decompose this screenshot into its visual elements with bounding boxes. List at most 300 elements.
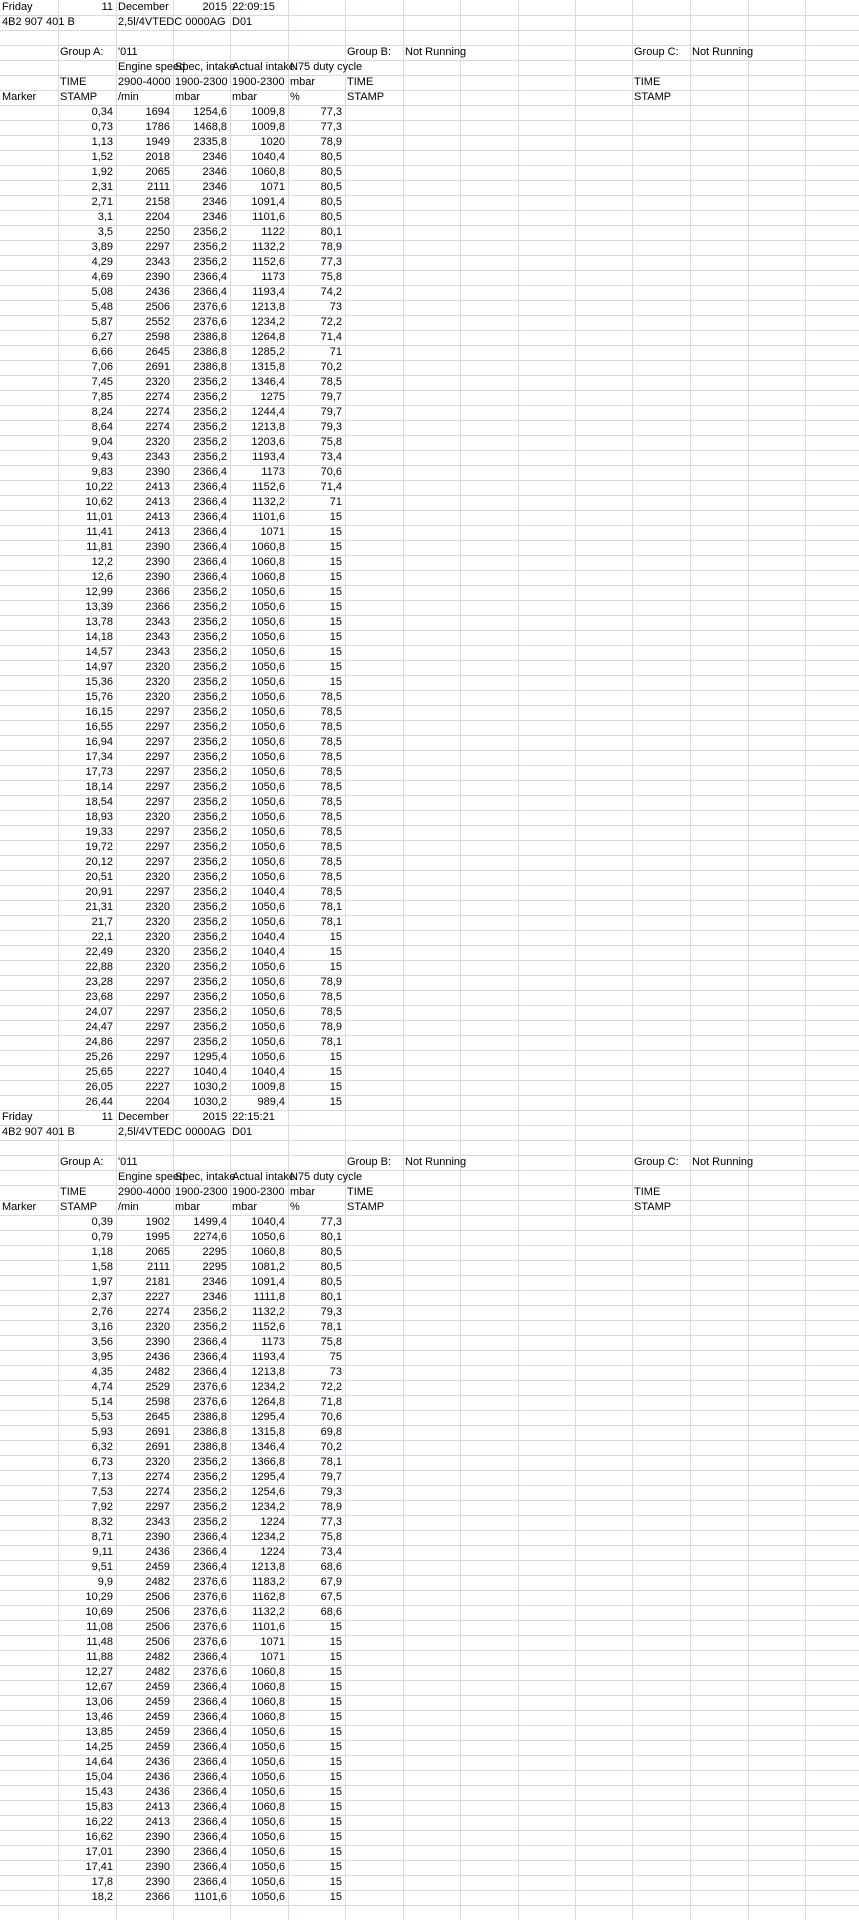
data-cell[interactable]: 78,1 <box>320 916 342 928</box>
data-cell[interactable]: 78,5 <box>320 721 342 733</box>
data-cell[interactable]: 78,5 <box>320 826 342 838</box>
part-number-cell[interactable]: 4B2 907 401 B <box>2 16 75 28</box>
timestamp-cell[interactable]: 8,32 <box>91 1516 113 1528</box>
data-cell[interactable]: 2320 <box>145 916 170 928</box>
group-c-time-header[interactable]: TIME <box>634 76 661 88</box>
timestamp-cell[interactable]: 13,06 <box>85 1696 113 1708</box>
data-cell[interactable]: 2297 <box>145 1021 170 1033</box>
timestamp-cell[interactable]: 4,74 <box>91 1381 113 1393</box>
timestamp-cell[interactable]: 6,73 <box>91 1456 113 1468</box>
timestamp-cell[interactable]: 26,05 <box>85 1081 113 1093</box>
group-c-time-header[interactable]: TIME <box>634 1186 661 1198</box>
data-cell[interactable]: 2459 <box>145 1681 170 1693</box>
data-cell[interactable]: 1050,6 <box>251 976 285 988</box>
data-cell[interactable]: 71,8 <box>320 1396 342 1408</box>
part-code-cell[interactable]: D01 <box>232 1126 253 1138</box>
column-range-header[interactable]: 2900-4000 <box>118 1186 171 1198</box>
data-cell[interactable]: 2356,2 <box>193 931 227 943</box>
timestamp-cell[interactable]: 21,7 <box>91 916 113 928</box>
timestamp-cell[interactable]: 5,87 <box>91 316 113 328</box>
timestamp-cell[interactable]: 4,69 <box>91 271 113 283</box>
date-time-cell[interactable]: 22:15:21 <box>232 1111 275 1123</box>
timestamp-cell[interactable]: 11,01 <box>86 511 113 523</box>
data-cell[interactable]: 80,5 <box>320 166 342 178</box>
data-cell[interactable]: 2320 <box>145 1321 170 1333</box>
data-cell[interactable]: 2346 <box>202 166 227 178</box>
group-c-value[interactable]: Not Running <box>692 1156 754 1168</box>
data-cell[interactable]: 2274 <box>145 391 170 403</box>
data-cell[interactable]: 2356,2 <box>193 421 227 433</box>
data-cell[interactable]: 2386,8 <box>193 1411 227 1423</box>
data-cell[interactable]: 2297 <box>145 1036 170 1048</box>
data-cell[interactable]: 2320 <box>145 661 170 673</box>
data-cell[interactable]: 1009,8 <box>251 106 285 118</box>
data-cell[interactable]: 1040,4 <box>251 886 285 898</box>
data-cell[interactable]: 2366,4 <box>193 1786 227 1798</box>
data-cell[interactable]: 78,9 <box>320 1501 342 1513</box>
data-cell[interactable]: 15 <box>329 541 342 553</box>
data-cell[interactable]: 1050,6 <box>251 1741 285 1753</box>
data-cell[interactable]: 71,4 <box>320 331 342 343</box>
data-cell[interactable]: 1193,4 <box>252 286 285 298</box>
part-number-cell[interactable]: 4B2 907 401 B <box>2 1126 75 1138</box>
data-cell[interactable]: 2065 <box>145 166 170 178</box>
data-cell[interactable]: 2376,6 <box>193 316 227 328</box>
date-daynum-cell[interactable]: 11 <box>101 1111 113 1123</box>
timestamp-cell[interactable]: 7,45 <box>91 376 113 388</box>
timestamp-cell[interactable]: 7,13 <box>91 1471 113 1483</box>
data-cell[interactable]: 80,5 <box>320 1261 342 1273</box>
timestamp-cell[interactable]: 10,62 <box>85 496 113 508</box>
data-cell[interactable]: 1060,8 <box>251 1711 285 1723</box>
data-cell[interactable]: 1050,6 <box>251 736 285 748</box>
data-cell[interactable]: 2482 <box>145 1666 170 1678</box>
data-cell[interactable]: 1050,6 <box>251 1831 285 1843</box>
data-cell[interactable]: 2386,8 <box>193 346 227 358</box>
data-cell[interactable]: 80,1 <box>320 226 342 238</box>
group-a-label[interactable]: Group A: <box>60 46 104 58</box>
timestamp-cell[interactable]: 14,64 <box>85 1756 113 1768</box>
timestamp-cell[interactable]: 16,22 <box>85 1816 113 1828</box>
data-cell[interactable]: 15 <box>329 1741 342 1753</box>
data-cell[interactable]: 1101,6 <box>194 1891 227 1903</box>
data-cell[interactable]: 78,5 <box>320 1006 342 1018</box>
data-cell[interactable]: 2356,2 <box>193 1501 227 1513</box>
data-cell[interactable]: 2529 <box>145 1381 170 1393</box>
time-header[interactable]: TIME <box>60 76 87 88</box>
data-cell[interactable]: 2356,2 <box>193 856 227 868</box>
data-cell[interactable]: 1050,6 <box>251 631 285 643</box>
data-cell[interactable]: 78,5 <box>320 751 342 763</box>
data-cell[interactable]: 1050,6 <box>251 1021 285 1033</box>
data-cell[interactable]: 15 <box>329 511 342 523</box>
data-cell[interactable]: 2356,2 <box>193 1006 227 1018</box>
data-cell[interactable]: 2506 <box>145 1591 170 1603</box>
data-cell[interactable]: 15 <box>329 1816 342 1828</box>
column-unit-header[interactable]: mbar <box>175 91 201 103</box>
data-cell[interactable]: 2386,8 <box>193 1441 227 1453</box>
data-cell[interactable]: 2645 <box>145 346 170 358</box>
timestamp-cell[interactable]: 9,04 <box>91 436 113 448</box>
data-cell[interactable]: 2390 <box>145 1531 170 1543</box>
data-cell[interactable]: 2390 <box>145 541 170 553</box>
data-cell[interactable]: 2376,6 <box>193 1591 227 1603</box>
column-unit-header[interactable]: mbar <box>232 91 258 103</box>
data-cell[interactable]: 1050,6 <box>251 826 285 838</box>
group-a-value[interactable]: '011 <box>118 46 138 58</box>
timestamp-cell[interactable]: 0,34 <box>91 106 113 118</box>
data-cell[interactable]: 15 <box>329 1831 342 1843</box>
data-cell[interactable]: 2459 <box>145 1711 170 1723</box>
data-cell[interactable]: 1050,6 <box>251 1006 285 1018</box>
data-cell[interactable]: 2413 <box>145 1801 170 1813</box>
data-cell[interactable]: 15 <box>329 1846 342 1858</box>
data-cell[interactable]: 2366,4 <box>193 556 227 568</box>
data-cell[interactable]: 80,1 <box>320 1231 342 1243</box>
data-cell[interactable]: 2506 <box>145 1621 170 1633</box>
column-unit-header[interactable]: % <box>290 1201 300 1213</box>
data-cell[interactable]: 77,3 <box>320 121 342 133</box>
data-cell[interactable]: 1050,6 <box>251 1756 285 1768</box>
data-cell[interactable]: 2346 <box>202 151 227 163</box>
data-cell[interactable]: 989,4 <box>257 1096 285 1108</box>
data-cell[interactable]: 2346 <box>202 211 227 223</box>
data-cell[interactable]: 1050,6 <box>251 1891 285 1903</box>
timestamp-cell[interactable]: 24,47 <box>85 1021 113 1033</box>
marker-header[interactable]: Marker <box>2 91 37 103</box>
data-cell[interactable]: 2343 <box>145 451 170 463</box>
data-cell[interactable]: 1786 <box>145 121 170 133</box>
timestamp-cell[interactable]: 1,92 <box>91 166 113 178</box>
data-cell[interactable]: 1264,8 <box>251 331 285 343</box>
data-cell[interactable]: 2297 <box>145 796 170 808</box>
data-cell[interactable]: 15 <box>329 661 342 673</box>
data-cell[interactable]: 1040,4 <box>251 946 285 958</box>
data-cell[interactable]: 78,5 <box>320 781 342 793</box>
data-cell[interactable]: 70,2 <box>320 1441 342 1453</box>
data-cell[interactable]: 2386,8 <box>193 1426 227 1438</box>
data-cell[interactable]: 2598 <box>145 1396 170 1408</box>
group-b-time-header[interactable]: TIME <box>347 1186 374 1198</box>
timestamp-cell[interactable]: 16,94 <box>85 736 113 748</box>
date-year-cell[interactable]: 2015 <box>202 1 227 13</box>
data-cell[interactable]: 2297 <box>145 1501 170 1513</box>
data-cell[interactable]: 15 <box>329 631 342 643</box>
data-cell[interactable]: 73 <box>329 301 342 313</box>
data-cell[interactable]: 75,8 <box>320 1336 342 1348</box>
data-cell[interactable]: 68,6 <box>320 1561 342 1573</box>
data-cell[interactable]: 2366,4 <box>193 286 227 298</box>
data-cell[interactable]: 73,4 <box>320 1546 342 1558</box>
data-cell[interactable]: 2356,2 <box>193 811 227 823</box>
data-cell[interactable]: 2343 <box>145 256 170 268</box>
group-c-label[interactable]: Group C: <box>634 46 679 58</box>
data-cell[interactable]: 2436 <box>145 1351 170 1363</box>
data-cell[interactable]: 1060,8 <box>251 1801 285 1813</box>
data-cell[interactable]: 67,5 <box>320 1591 342 1603</box>
data-cell[interactable]: 78,5 <box>320 856 342 868</box>
data-cell[interactable]: 15 <box>329 931 342 943</box>
timestamp-cell[interactable]: 17,8 <box>91 1876 113 1888</box>
data-cell[interactable]: 1111,8 <box>253 1291 285 1303</box>
data-cell[interactable]: 2346 <box>202 1276 227 1288</box>
data-cell[interactable]: 2356,2 <box>193 661 227 673</box>
data-cell[interactable]: 2356,2 <box>193 961 227 973</box>
data-cell[interactable]: 1050,6 <box>251 1816 285 1828</box>
data-cell[interactable]: 2436 <box>145 1771 170 1783</box>
data-cell[interactable]: 2366,4 <box>193 1546 227 1558</box>
data-cell[interactable]: 1050,6 <box>251 1876 285 1888</box>
data-cell[interactable]: 2356,2 <box>193 1021 227 1033</box>
data-cell[interactable]: 2295 <box>202 1246 227 1258</box>
data-cell[interactable]: 75,8 <box>320 1531 342 1543</box>
data-cell[interactable]: 15 <box>329 1786 342 1798</box>
part-desc-cell[interactable]: 2,5l/4VTEDC 0000AG <box>118 1126 226 1138</box>
data-cell[interactable]: 1122 <box>261 226 285 238</box>
data-cell[interactable]: 1071 <box>260 181 285 193</box>
data-cell[interactable]: 1295,4 <box>193 1051 227 1063</box>
data-cell[interactable]: 2366,4 <box>193 481 227 493</box>
data-cell[interactable]: 78,5 <box>320 691 342 703</box>
data-cell[interactable]: 1315,8 <box>251 361 285 373</box>
data-cell[interactable]: 1254,6 <box>193 106 227 118</box>
data-cell[interactable]: 2376,6 <box>193 1606 227 1618</box>
data-cell[interactable]: 1040,4 <box>251 1066 285 1078</box>
data-cell[interactable]: 1060,8 <box>251 571 285 583</box>
data-cell[interactable]: 2356,2 <box>193 751 227 763</box>
data-cell[interactable]: 79,7 <box>320 391 342 403</box>
data-cell[interactable]: 2343 <box>145 646 170 658</box>
data-cell[interactable]: 1132,2 <box>252 496 285 508</box>
data-cell[interactable]: 2366,4 <box>193 1681 227 1693</box>
timestamp-cell[interactable]: 3,1 <box>97 211 113 223</box>
data-cell[interactable]: 77,3 <box>320 1216 342 1228</box>
data-cell[interactable]: 1050,6 <box>251 1726 285 1738</box>
data-cell[interactable]: 2376,6 <box>193 1621 227 1633</box>
data-cell[interactable]: 1295,4 <box>251 1471 285 1483</box>
data-cell[interactable]: 80,5 <box>320 151 342 163</box>
data-cell[interactable]: 1020 <box>260 136 285 148</box>
data-cell[interactable]: 2506 <box>145 1606 170 1618</box>
data-cell[interactable]: 1132,2 <box>252 1306 285 1318</box>
data-cell[interactable]: 2356,2 <box>193 916 227 928</box>
data-cell[interactable]: 80,5 <box>320 196 342 208</box>
data-cell[interactable]: 1071 <box>260 1636 285 1648</box>
data-cell[interactable]: 78,5 <box>320 766 342 778</box>
data-cell[interactable]: 2366,4 <box>193 1351 227 1363</box>
timestamp-cell[interactable]: 24,86 <box>85 1036 113 1048</box>
data-cell[interactable]: 2181 <box>145 1276 170 1288</box>
data-cell[interactable]: 2376,6 <box>193 301 227 313</box>
data-cell[interactable]: 2111 <box>147 1261 170 1273</box>
stamp-header[interactable]: STAMP <box>60 91 98 103</box>
data-cell[interactable]: 1050,6 <box>251 661 285 673</box>
part-desc-cell[interactable]: 2,5l/4VTEDC 0000AG <box>118 16 226 28</box>
data-cell[interactable]: 1203,6 <box>251 436 285 448</box>
data-cell[interactable]: 1050,6 <box>251 751 285 763</box>
data-cell[interactable]: 1050,6 <box>251 781 285 793</box>
data-cell[interactable]: 2346 <box>202 181 227 193</box>
data-cell[interactable]: 2297 <box>145 1051 170 1063</box>
data-cell[interactable]: 1060,8 <box>251 1666 285 1678</box>
group-c-stamp-header[interactable]: STAMP <box>634 91 672 103</box>
data-cell[interactable]: 2297 <box>145 721 170 733</box>
timestamp-cell[interactable]: 0,73 <box>91 121 113 133</box>
data-cell[interactable]: 1152,6 <box>252 256 285 268</box>
data-cell[interactable]: 2366,4 <box>193 571 227 583</box>
data-cell[interactable]: 1050,6 <box>251 601 285 613</box>
date-time-cell[interactable]: 22:09:15 <box>232 1 275 13</box>
data-cell[interactable]: 2366,4 <box>193 1801 227 1813</box>
data-cell[interactable]: 1050,6 <box>251 691 285 703</box>
date-day-cell[interactable]: Friday <box>2 1111 33 1123</box>
data-cell[interactable]: 1091,4 <box>251 1276 285 1288</box>
data-cell[interactable]: 2366 <box>145 586 170 598</box>
timestamp-cell[interactable]: 23,28 <box>85 976 113 988</box>
data-cell[interactable]: 1193,4 <box>252 1351 285 1363</box>
data-cell[interactable]: 67,9 <box>320 1576 342 1588</box>
data-cell[interactable]: 1060,8 <box>251 541 285 553</box>
timestamp-cell[interactable]: 1,13 <box>91 136 113 148</box>
timestamp-cell[interactable]: 6,27 <box>91 331 113 343</box>
data-cell[interactable]: 2366,4 <box>193 1876 227 1888</box>
data-cell[interactable]: 79,3 <box>320 1486 342 1498</box>
data-cell[interactable]: 2274 <box>145 1306 170 1318</box>
data-cell[interactable]: 79,7 <box>320 406 342 418</box>
data-cell[interactable]: 15 <box>329 1051 342 1063</box>
data-cell[interactable]: 2320 <box>145 436 170 448</box>
timestamp-cell[interactable]: 10,69 <box>85 1606 113 1618</box>
data-cell[interactable]: 1050,6 <box>251 586 285 598</box>
data-cell[interactable]: 2436 <box>145 286 170 298</box>
timestamp-cell[interactable]: 17,34 <box>85 751 113 763</box>
timestamp-cell[interactable]: 12,67 <box>85 1681 113 1693</box>
data-cell[interactable]: 2346 <box>202 1291 227 1303</box>
timestamp-cell[interactable]: 6,66 <box>91 346 113 358</box>
data-cell[interactable]: 1213,8 <box>251 301 285 313</box>
data-cell[interactable]: 2366,4 <box>193 511 227 523</box>
timestamp-cell[interactable]: 2,31 <box>91 181 113 193</box>
timestamp-cell[interactable]: 5,53 <box>91 1411 113 1423</box>
data-cell[interactable]: 2356,2 <box>193 1321 227 1333</box>
data-cell[interactable]: 2356,2 <box>193 886 227 898</box>
data-cell[interactable]: 2356,2 <box>193 691 227 703</box>
data-cell[interactable]: 80,5 <box>320 1276 342 1288</box>
data-cell[interactable]: 73,4 <box>320 451 342 463</box>
data-cell[interactable]: 2297 <box>145 976 170 988</box>
data-cell[interactable]: 2356,2 <box>193 826 227 838</box>
data-cell[interactable]: 1081,2 <box>251 1261 285 1273</box>
timestamp-cell[interactable]: 13,78 <box>85 616 113 628</box>
data-cell[interactable]: 78,5 <box>320 706 342 718</box>
data-cell[interactable]: 15 <box>329 1756 342 1768</box>
data-cell[interactable]: 2376,6 <box>193 1576 227 1588</box>
data-cell[interactable]: 2506 <box>145 301 170 313</box>
data-cell[interactable]: 1254,6 <box>251 1486 285 1498</box>
data-cell[interactable]: 2366,4 <box>193 1816 227 1828</box>
data-cell[interactable]: 2390 <box>145 1861 170 1873</box>
data-cell[interactable]: 1050,6 <box>251 721 285 733</box>
data-cell[interactable]: 1050,6 <box>251 646 285 658</box>
data-cell[interactable]: 2320 <box>145 961 170 973</box>
column-unit-header[interactable]: % <box>290 91 300 103</box>
data-cell[interactable]: 80,5 <box>320 1246 342 1258</box>
data-cell[interactable]: 1050,6 <box>251 811 285 823</box>
data-cell[interactable]: 1050,6 <box>251 676 285 688</box>
column-field-header[interactable]: N75 duty cycle <box>290 61 363 73</box>
data-cell[interactable]: 2459 <box>145 1726 170 1738</box>
data-cell[interactable]: 78,5 <box>320 841 342 853</box>
data-cell[interactable]: 2356,2 <box>193 391 227 403</box>
data-cell[interactable]: 78,1 <box>320 1321 342 1333</box>
timestamp-cell[interactable]: 12,2 <box>91 556 113 568</box>
data-cell[interactable]: 78,5 <box>320 736 342 748</box>
data-cell[interactable]: 1183,2 <box>252 1576 285 1588</box>
data-cell[interactable]: 15 <box>329 556 342 568</box>
timestamp-cell[interactable]: 8,24 <box>91 406 113 418</box>
data-cell[interactable]: 2356,2 <box>193 616 227 628</box>
timestamp-cell[interactable]: 12,27 <box>85 1666 113 1678</box>
data-cell[interactable]: 1009,8 <box>251 1081 285 1093</box>
data-cell[interactable]: 78,5 <box>320 886 342 898</box>
data-cell[interactable]: 2297 <box>145 751 170 763</box>
data-cell[interactable]: 1244,4 <box>251 406 285 418</box>
timestamp-cell[interactable]: 20,51 <box>85 871 113 883</box>
data-cell[interactable]: 78,1 <box>320 1456 342 1468</box>
data-cell[interactable]: 71 <box>329 346 342 358</box>
timestamp-cell[interactable]: 0,79 <box>91 1231 113 1243</box>
data-cell[interactable]: 1234,2 <box>251 1381 285 1393</box>
data-cell[interactable]: 2320 <box>145 811 170 823</box>
data-cell[interactable]: 2366 <box>145 1891 170 1903</box>
timestamp-cell[interactable]: 7,53 <box>91 1486 113 1498</box>
data-cell[interactable]: 2356,2 <box>193 436 227 448</box>
timestamp-cell[interactable]: 6,32 <box>91 1441 113 1453</box>
data-cell[interactable]: 1040,4 <box>251 151 285 163</box>
group-a-label[interactable]: Group A: <box>60 1156 104 1168</box>
timestamp-cell[interactable]: 13,39 <box>85 601 113 613</box>
timestamp-cell[interactable]: 13,85 <box>85 1726 113 1738</box>
group-b-label[interactable]: Group B: <box>347 1156 392 1168</box>
data-cell[interactable]: 75,8 <box>320 436 342 448</box>
timestamp-cell[interactable]: 5,08 <box>91 286 113 298</box>
data-cell[interactable]: 1173 <box>261 1336 285 1348</box>
data-cell[interactable]: 2204 <box>145 1096 170 1108</box>
data-cell[interactable]: 2018 <box>145 151 170 163</box>
time-header[interactable]: TIME <box>60 1186 87 1198</box>
timestamp-cell[interactable]: 14,25 <box>85 1741 113 1753</box>
data-cell[interactable]: 70,6 <box>320 1411 342 1423</box>
timestamp-cell[interactable]: 21,31 <box>85 901 113 913</box>
data-cell[interactable]: 2390 <box>145 1876 170 1888</box>
data-cell[interactable]: 15 <box>329 1066 342 1078</box>
data-cell[interactable]: 15 <box>329 1891 342 1903</box>
data-cell[interactable]: 1071 <box>260 526 285 538</box>
timestamp-cell[interactable]: 18,54 <box>85 796 113 808</box>
data-cell[interactable]: 1030,2 <box>193 1096 227 1108</box>
data-cell[interactable]: 1050,6 <box>251 991 285 1003</box>
data-cell[interactable]: 2366,4 <box>193 1366 227 1378</box>
data-cell[interactable]: 15 <box>329 586 342 598</box>
date-day-cell[interactable]: Friday <box>2 1 33 13</box>
timestamp-cell[interactable]: 15,83 <box>85 1801 113 1813</box>
data-cell[interactable]: 2227 <box>145 1081 170 1093</box>
data-cell[interactable]: 1152,6 <box>252 481 285 493</box>
timestamp-cell[interactable]: 3,95 <box>91 1351 113 1363</box>
timestamp-cell[interactable]: 9,83 <box>91 466 113 478</box>
data-cell[interactable]: 2366,4 <box>193 1861 227 1873</box>
data-cell[interactable]: 1499,4 <box>193 1216 227 1228</box>
